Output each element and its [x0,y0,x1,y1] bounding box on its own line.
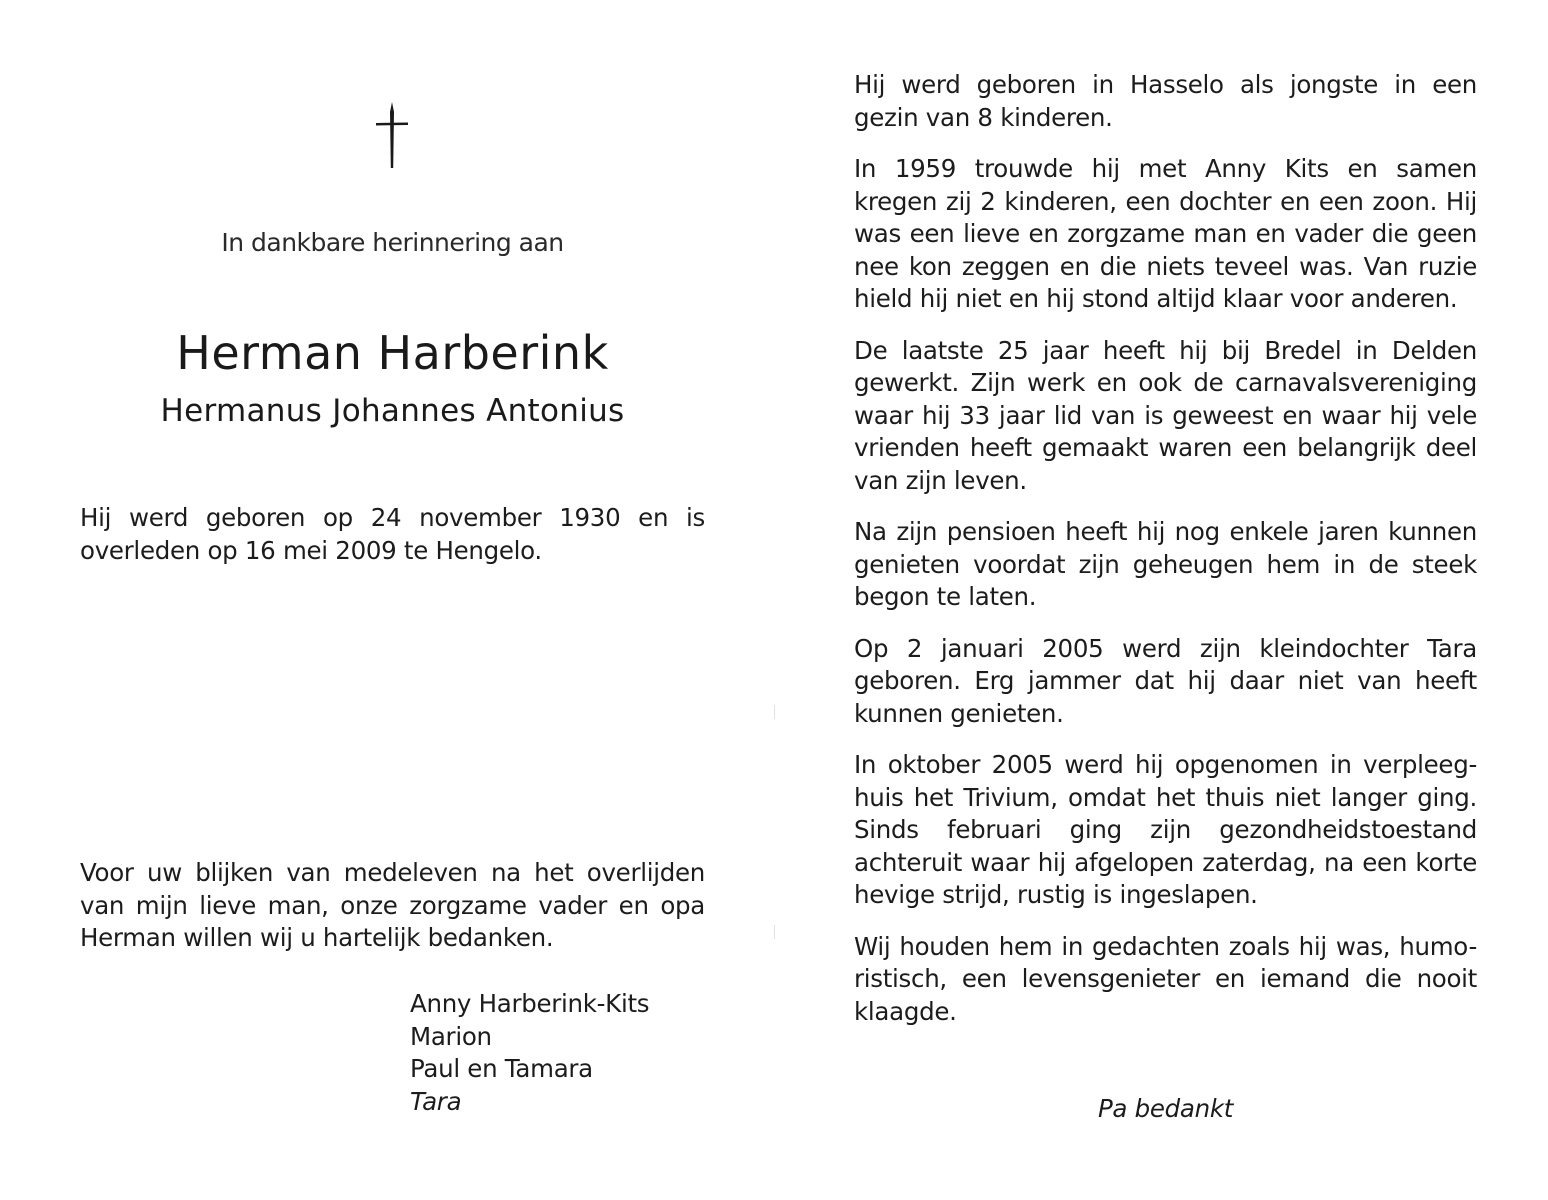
right-panel [774,0,1548,1200]
story-paragraph: Na zijn pensioen heeft hij nog enkele jaren kunnen genieten voordat zijn geheugen hem in de steek begon te laten. [854,517,1477,611]
family-signatures [410,988,649,1118]
birth-death-text: Hij werd geboren op 24 november 1930 en is overleden op 16 mei 2009 te Hengelo. [80,503,705,565]
intro-line: In dankbare herinnering aan [221,228,564,257]
story-paragraph: In 1959 trouwde hij met Anny Kits en samen kregen zij 2 kinderen, een dochter en een zoon. Hij was een lieve en zorgzame man en vader die geen nee kon zeggen en die niets teveel was. Van ruzie hield hij niet en hij stond altijd klaar voor anderen. [854,154,1477,313]
life-story [854,69,1477,1047]
story-paragraph: Wij houden hem in gedachten zoals hij was, humo-ristisch, een levensgenieter en iemand die nooit klaagde. [854,931,1477,1026]
story-paragraph: Op 2 januari 2005 werd zijn kleindochter Tara geboren. Erg jammer dat hij daar niet van heeft kunnen genieten. [854,633,1477,728]
story-paragraph: Hij werd geboren in Hasselo als jongste in een gezin van 8 kinderen. [854,70,1477,132]
family-member: Tara [410,1086,462,1116]
story-paragraph: In oktober 2005 werd hij opgenomen in verpleeg-huis het Trivium, omdat het thuis niet langer ging. Sinds februari ging zijn gezondheidstoestand achteruit waar hij afgelopen zaterdag, na een korte hevige strijd, rustig is ingeslapen. [854,750,1477,909]
family-member: Paul en Tamara [410,1054,593,1083]
family-member: Anny Harberink-Kits [410,989,650,1018]
closing-line: Pa bedankt [1097,1094,1234,1123]
cross-icon [370,100,414,170]
story-paragraph: De laatste 25 jaar heeft hij bij Bredel in Delden gewerkt. Zijn werk en ook de carnavalsvereniging waar hij 33 jaar lid van is geweest en waar hij vele vrienden heeft gemaakt waren een belangrijk deel van zijn leven. [854,335,1477,495]
thanks-text: Voor uw blijken van medeleven na het overlijden van mijn lieve man, onze zorgzame vader en opa Herman willen wij u hartelijk bedanken. [80,858,705,952]
deceased-name: Herman Harberink [176,326,609,380]
deceased-full-name: Hermanus Johannes Antonius [160,393,625,429]
family-member: Marion [410,1021,492,1051]
